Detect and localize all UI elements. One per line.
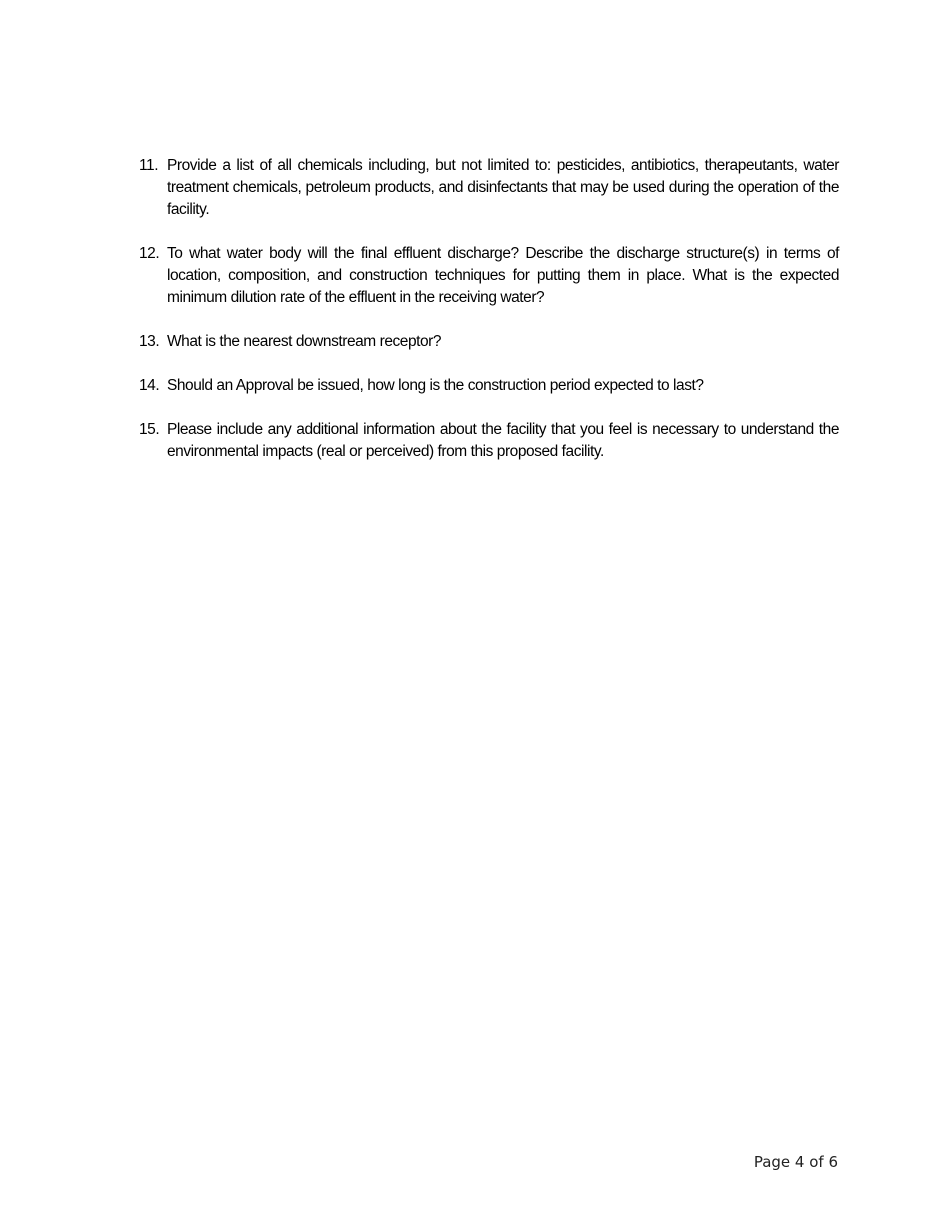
question-number: 11. bbox=[139, 157, 159, 174]
question-number: 14. bbox=[139, 377, 160, 394]
question-item-12 bbox=[139, 243, 839, 309]
question-text: To what water body will the final effluent discharge? Describe the discharge structure(s) in terms of location, composition, and construction techniques for putting them in place. What is the expected minimum dilution rate of the effluent in the receiving water? bbox=[167, 245, 839, 306]
question-text: Please include any additional information about the facility that you feel is necessary to understand the environmental impacts (real or perceived) from this proposed facility. bbox=[167, 421, 839, 460]
question-number: 12. bbox=[139, 245, 160, 262]
page-number: Page 4 of 6 bbox=[753, 1153, 838, 1171]
question-number: 15. bbox=[139, 421, 160, 438]
question-item-11 bbox=[139, 155, 839, 221]
question-item-13 bbox=[139, 331, 839, 353]
question-text: What is the nearest downstream receptor? bbox=[167, 333, 442, 350]
question-text: Should an Approval be issued, how long is the construction period expected to last? bbox=[167, 377, 704, 394]
question-list bbox=[139, 155, 839, 485]
question-item-14 bbox=[139, 375, 839, 397]
question-item-15 bbox=[139, 419, 839, 463]
question-text: Provide a list of all chemicals including, but not limited to: pesticides, antibiotics, therapeutants, water treatment chemicals, petroleum products, and disinfectants that may be used during the operation of the facility. bbox=[167, 157, 839, 218]
question-number: 13. bbox=[139, 333, 160, 350]
